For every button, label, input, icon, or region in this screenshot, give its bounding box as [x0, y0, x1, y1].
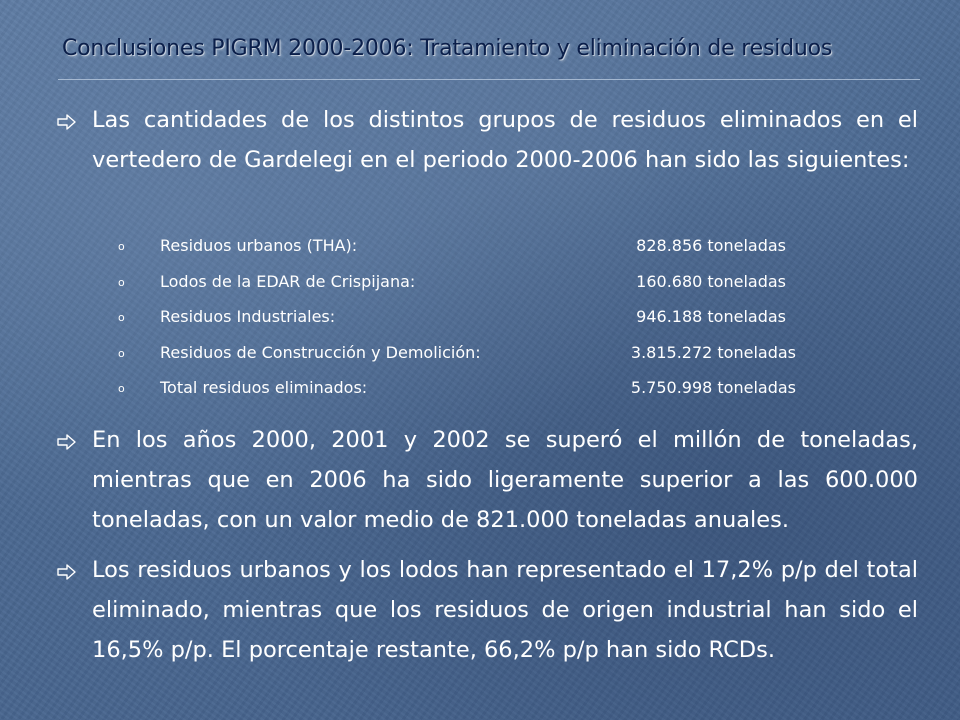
circle-bullet-icon: o — [118, 275, 125, 289]
waste-label: Total residuos eliminados: — [160, 378, 368, 397]
waste-amount: 160.680 toneladas — [636, 271, 786, 291]
waste-amount: 3.815.272 toneladas — [630, 342, 796, 362]
waste-list — [118, 228, 838, 406]
circle-bullet-icon: o — [118, 346, 125, 360]
list-item — [118, 228, 838, 264]
waste-label: Residuos Industriales: — [160, 307, 336, 326]
slide-title: Conclusiones PIGRM 2000-2006: Tratamiento y eliminación de residuos — [62, 36, 833, 61]
list-item — [118, 370, 838, 406]
paragraph-quantities: Las cantidades de los distintos grupos de residuos eliminados en el vertedero de Gardelegi en el periodo 2000-2006 han sido las siguientes: — [92, 107, 918, 173]
waste-amount: 5.750.998 toneladas — [630, 378, 796, 397]
arrow-right-icon — [56, 112, 78, 132]
circle-bullet-icon: o — [118, 240, 125, 253]
waste-label: Residuos urbanos (THA): — [160, 236, 358, 255]
waste-label: Residuos de Construcción y Demolición: — [160, 342, 481, 362]
paragraph-yearly: En los años 2000, 2001 y 2002 se superó el millón de toneladas, mientras que en 2006 ha sido ligeramente superior a las 600.000 toneladas, con un valor medio de 821.000 toneladas anuales. — [92, 427, 918, 533]
paragraph-percentages: Los residuos urbanos y los lodos han representado el 17,2% p/p del total eliminado, mientras que los residuos de origen industrial han sido el 16,5% p/p. El porcentaje restante, 66,2% p/p han sido RCDs. — [92, 557, 918, 663]
waste-amount: 828.856 toneladas — [636, 236, 786, 255]
circle-bullet-icon: o — [118, 311, 125, 324]
waste-amount: 946.188 toneladas — [636, 307, 786, 326]
arrow-right-icon — [56, 432, 78, 452]
arrow-right-icon — [56, 562, 78, 582]
list-item — [118, 335, 838, 371]
title-divider — [58, 79, 920, 80]
circle-bullet-icon: o — [118, 382, 125, 395]
waste-label: Lodos de la EDAR de Crispijana: — [160, 271, 416, 291]
list-item — [118, 299, 838, 335]
list-item — [118, 264, 838, 300]
